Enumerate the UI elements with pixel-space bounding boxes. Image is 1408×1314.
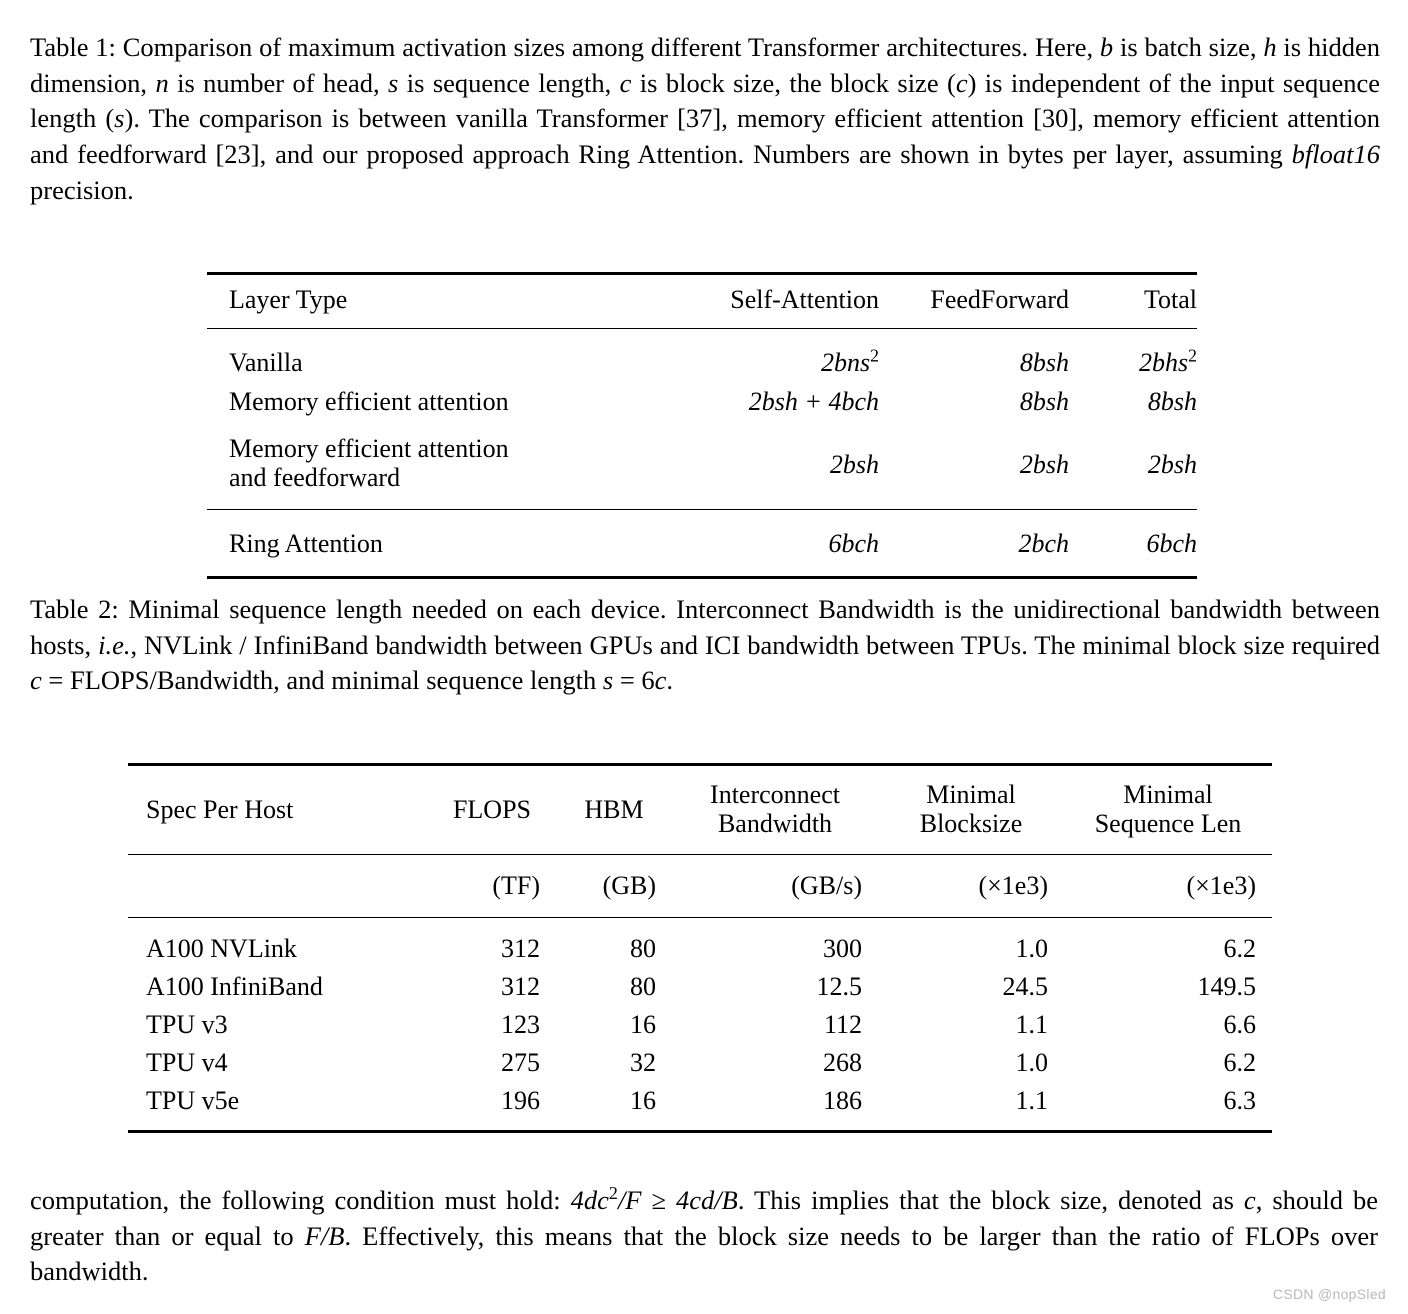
formula-4dc2-over-F-b: /F [617, 1185, 642, 1215]
table2-cell-hbm: 16 [630, 1086, 656, 1116]
table2-cell-spec: TPU v4 [146, 1048, 228, 1078]
table2-cell-minimal-sequence-len: 6.2 [1223, 934, 1256, 964]
csdn-watermark: CSDN @nopSled [1272, 1286, 1386, 1302]
var-c-2: c [955, 67, 968, 98]
table1-header-total: Total [1143, 285, 1197, 314]
table1-header-layer-type: Layer Type [229, 285, 348, 314]
table2-cell-minimal-blocksize: 1.1 [1015, 1086, 1048, 1116]
table1-head [207, 274, 1197, 329]
table1-cell-layer-type: Memory efficient attention [229, 386, 509, 416]
table-row [128, 918, 1272, 969]
formula-text: 6bch [828, 529, 879, 558]
formula-text: 2bsh [1147, 450, 1197, 479]
table2-cell-flops: 123 [501, 1010, 540, 1040]
table1-caption-part7: ) is independent of the input sequence length ( [30, 67, 1381, 134]
table2-cell-minimal-blocksize: 1.0 [1015, 1048, 1048, 1078]
var-s: s [602, 665, 614, 696]
table2-header-row [128, 765, 1272, 855]
var-s: s [388, 67, 399, 98]
table2-unit-minimal-sequence-len: (×1e3) [1186, 871, 1256, 901]
term-ie: i.e. [98, 629, 131, 660]
var-c-2: c [654, 665, 667, 696]
var-c: c [1243, 1185, 1256, 1215]
formula-text: 2bsh [829, 450, 879, 479]
body-part4: . Effectively, this means that the block size needs to be larger than the ratio of FLOPs over bandwidth. [30, 1220, 1378, 1287]
var-h: h [1263, 32, 1277, 62]
table2-caption-part1: Table 2: Minimal sequence length needed on each device. Interconnect Bandwidth is the unidirectional bandwidth between hosts, [30, 594, 1380, 660]
table1-cell-feedforward [879, 421, 1069, 510]
formula-text: 2bsh [1019, 450, 1069, 479]
table-2-minimal-sequence-length [128, 763, 1272, 1133]
table1-cell-total [1069, 329, 1197, 383]
var-c: c [30, 665, 42, 696]
table-row [128, 968, 1272, 1006]
table2-header-minimal-sequence-len [1064, 765, 1272, 855]
table2-cell-hbm: 16 [630, 1010, 656, 1040]
table2-header-spec-per-host: Spec Per Host [146, 794, 294, 824]
layer-type-line-1: Memory efficient attention [229, 434, 509, 464]
table1-cell-total [1069, 510, 1197, 578]
table2-cell-interconnect-bandwidth: 12.5 [816, 972, 862, 1002]
header-line-1: Minimal [1123, 780, 1213, 809]
header-line-2: Blocksize [919, 809, 1023, 839]
table1-body [207, 329, 1197, 510]
table2-caption-part5: . [666, 665, 674, 696]
var-s-2: s [114, 103, 125, 134]
var-n: n [155, 67, 169, 98]
table2-header-hbm: HBM [584, 794, 644, 824]
table1-cell-self-attention [587, 421, 879, 510]
var-b: b [1099, 32, 1114, 62]
table1-caption-part5: is sequence length, [398, 67, 620, 98]
table1-cell-total [1069, 382, 1197, 421]
table2-head [128, 765, 1272, 855]
table1-cell-feedforward [879, 382, 1069, 421]
table1-caption-part4: is number of head, [168, 67, 389, 98]
table2-cell-hbm: 32 [630, 1048, 656, 1078]
table2-header-minimal-blocksize [878, 765, 1064, 855]
table1-caption-part6: is block size, the block size ( [631, 67, 956, 98]
table1-caption-part2: is batch size, [1113, 32, 1264, 62]
table1-cell-self-attention [587, 382, 879, 421]
table2-unit-interconnect-bandwidth: (GB/s) [791, 871, 862, 901]
formula-exponent: 2 [608, 1183, 618, 1204]
formula-F-over-B: F/B [304, 1220, 345, 1251]
formula-geq-symbol: ≥ [641, 1185, 677, 1215]
table2-unit-spec [128, 855, 428, 918]
table2-units-row [128, 855, 1272, 918]
table1-cell-layer-type: Ring Attention [229, 529, 383, 558]
table2-cell-spec: TPU v3 [146, 1010, 228, 1040]
table2-cell-hbm: 80 [630, 972, 656, 1002]
table-1-activation-sizes [207, 272, 1197, 579]
table2-cell-hbm: 80 [630, 934, 656, 964]
header-line-1: Minimal [926, 780, 1016, 809]
formula-text: 8bsh [1147, 386, 1197, 416]
table2-cell-minimal-sequence-len: 149.5 [1197, 972, 1256, 1002]
formula-text: 6bch [1146, 529, 1197, 558]
formula-exponent: 2 [870, 344, 879, 365]
table2-units-body [128, 855, 1272, 918]
body-paragraph [30, 1183, 1378, 1290]
body-part3: , should be greater than or equal to [30, 1185, 1379, 1251]
table1-cell-layer-type [207, 421, 587, 510]
formula-text: 8bsh [1019, 386, 1069, 416]
table1-caption-part3: is hidden dimension, [30, 32, 1380, 98]
table1-cell-total [1069, 421, 1197, 510]
formula-text: 2bns [821, 347, 871, 377]
table2-cell-interconnect-bandwidth: 112 [823, 1010, 862, 1040]
table1-header-feedforward: FeedForward [930, 285, 1069, 314]
table1-cell-self-attention [587, 510, 879, 578]
table2-unit-hbm: (GB) [602, 871, 656, 901]
table2-cell-minimal-sequence-len: 6.2 [1223, 1048, 1256, 1078]
table-row [207, 382, 1197, 421]
table2-cell-minimal-blocksize: 1.0 [1015, 934, 1048, 964]
table2-cell-flops: 196 [501, 1086, 540, 1116]
table2-cell-spec: A100 NVLink [146, 934, 297, 964]
table1-caption-part9: precision. [30, 174, 134, 205]
formula-text: 8bsh [1019, 347, 1069, 377]
var-c: c [619, 67, 632, 98]
table-row [128, 1006, 1272, 1044]
table2-cell-spec: A100 InfiniBand [146, 972, 323, 1002]
header-line-2: Bandwidth [717, 809, 833, 839]
table-row [207, 510, 1197, 578]
table2-cell-minimal-blocksize: 24.5 [1002, 972, 1048, 1002]
table-row [128, 1082, 1272, 1132]
table1-caption-part8: ). The comparison is between vanilla Transformer [37], memory efficient attention [30], memory efficient attention and feedforward [23], and our proposed approach Ring Attention. Numbers are shown in bytes per layer, assuming [30, 103, 1380, 169]
layer-type-line-2: and feedforward [229, 463, 401, 492]
header-line-1: Interconnect [710, 780, 840, 809]
table2-header-interconnect-bandwidth [672, 765, 878, 855]
table2-cell-flops: 312 [501, 934, 540, 964]
body-part2: . This implies that the block size, denoted as [737, 1185, 1244, 1215]
table2-caption-part3: = FLOPS/Bandwidth, and minimal sequence length [41, 665, 603, 696]
table1-caption-part1: Table 1: Comparison of maximum activation sizes among different Transformer architectures. Here, [30, 32, 1094, 62]
table2-cell-minimal-sequence-len: 6.3 [1223, 1086, 1256, 1116]
term-bfloat16: bfloat16 [1291, 138, 1380, 169]
table2-unit-minimal-blocksize: (×1e3) [978, 871, 1048, 901]
table2-cell-minimal-blocksize: 1.1 [1015, 1010, 1048, 1040]
table1-header-self-attention: Self-Attention [730, 285, 879, 314]
table1-caption [30, 30, 1380, 208]
table1-cell-feedforward [879, 510, 1069, 578]
table2-cell-interconnect-bandwidth: 300 [823, 934, 862, 964]
table2-unit-flops: (TF) [492, 871, 540, 901]
table2-body [128, 918, 1272, 1132]
formula-exponent: 2 [1188, 344, 1197, 365]
table2-caption-part2: , NVLink / InfiniBand bandwidth between GPUs and ICI bandwidth between TPUs. The minimal block size required [130, 629, 1380, 660]
table1-ring-body [207, 510, 1197, 578]
table2-caption-part4: = 6 [613, 665, 655, 696]
formula-4dc2-over-F-a: 4dc [570, 1185, 609, 1215]
header-line-2: Sequence Len [1094, 809, 1242, 839]
table2-cell-flops: 275 [501, 1048, 540, 1078]
table2-cell-interconnect-bandwidth: 268 [823, 1048, 862, 1078]
formula-text: 2bhs [1139, 347, 1189, 377]
table1-cell-layer-type: Vanilla [229, 347, 303, 377]
table1-cell-feedforward [879, 329, 1069, 383]
table1-cell-self-attention [587, 329, 879, 383]
table2-cell-interconnect-bandwidth: 186 [823, 1086, 862, 1116]
formula-text: 2bsh + 4bch [748, 386, 879, 416]
formula-4cd-over-B: 4cd/B [676, 1185, 738, 1215]
table-row [207, 329, 1197, 383]
table2-caption [30, 592, 1380, 699]
table2-cell-flops: 312 [501, 972, 540, 1002]
table2-header-flops: FLOPS [452, 794, 532, 824]
table-row [128, 1044, 1272, 1082]
formula-text: 2bch [1018, 529, 1069, 558]
table2-cell-spec: TPU v5e [146, 1086, 240, 1116]
table1-header-row [207, 274, 1197, 329]
body-part1: computation, the following condition must hold: [30, 1185, 571, 1215]
table2-cell-minimal-sequence-len: 6.6 [1223, 1010, 1256, 1040]
table-row [207, 421, 1197, 510]
